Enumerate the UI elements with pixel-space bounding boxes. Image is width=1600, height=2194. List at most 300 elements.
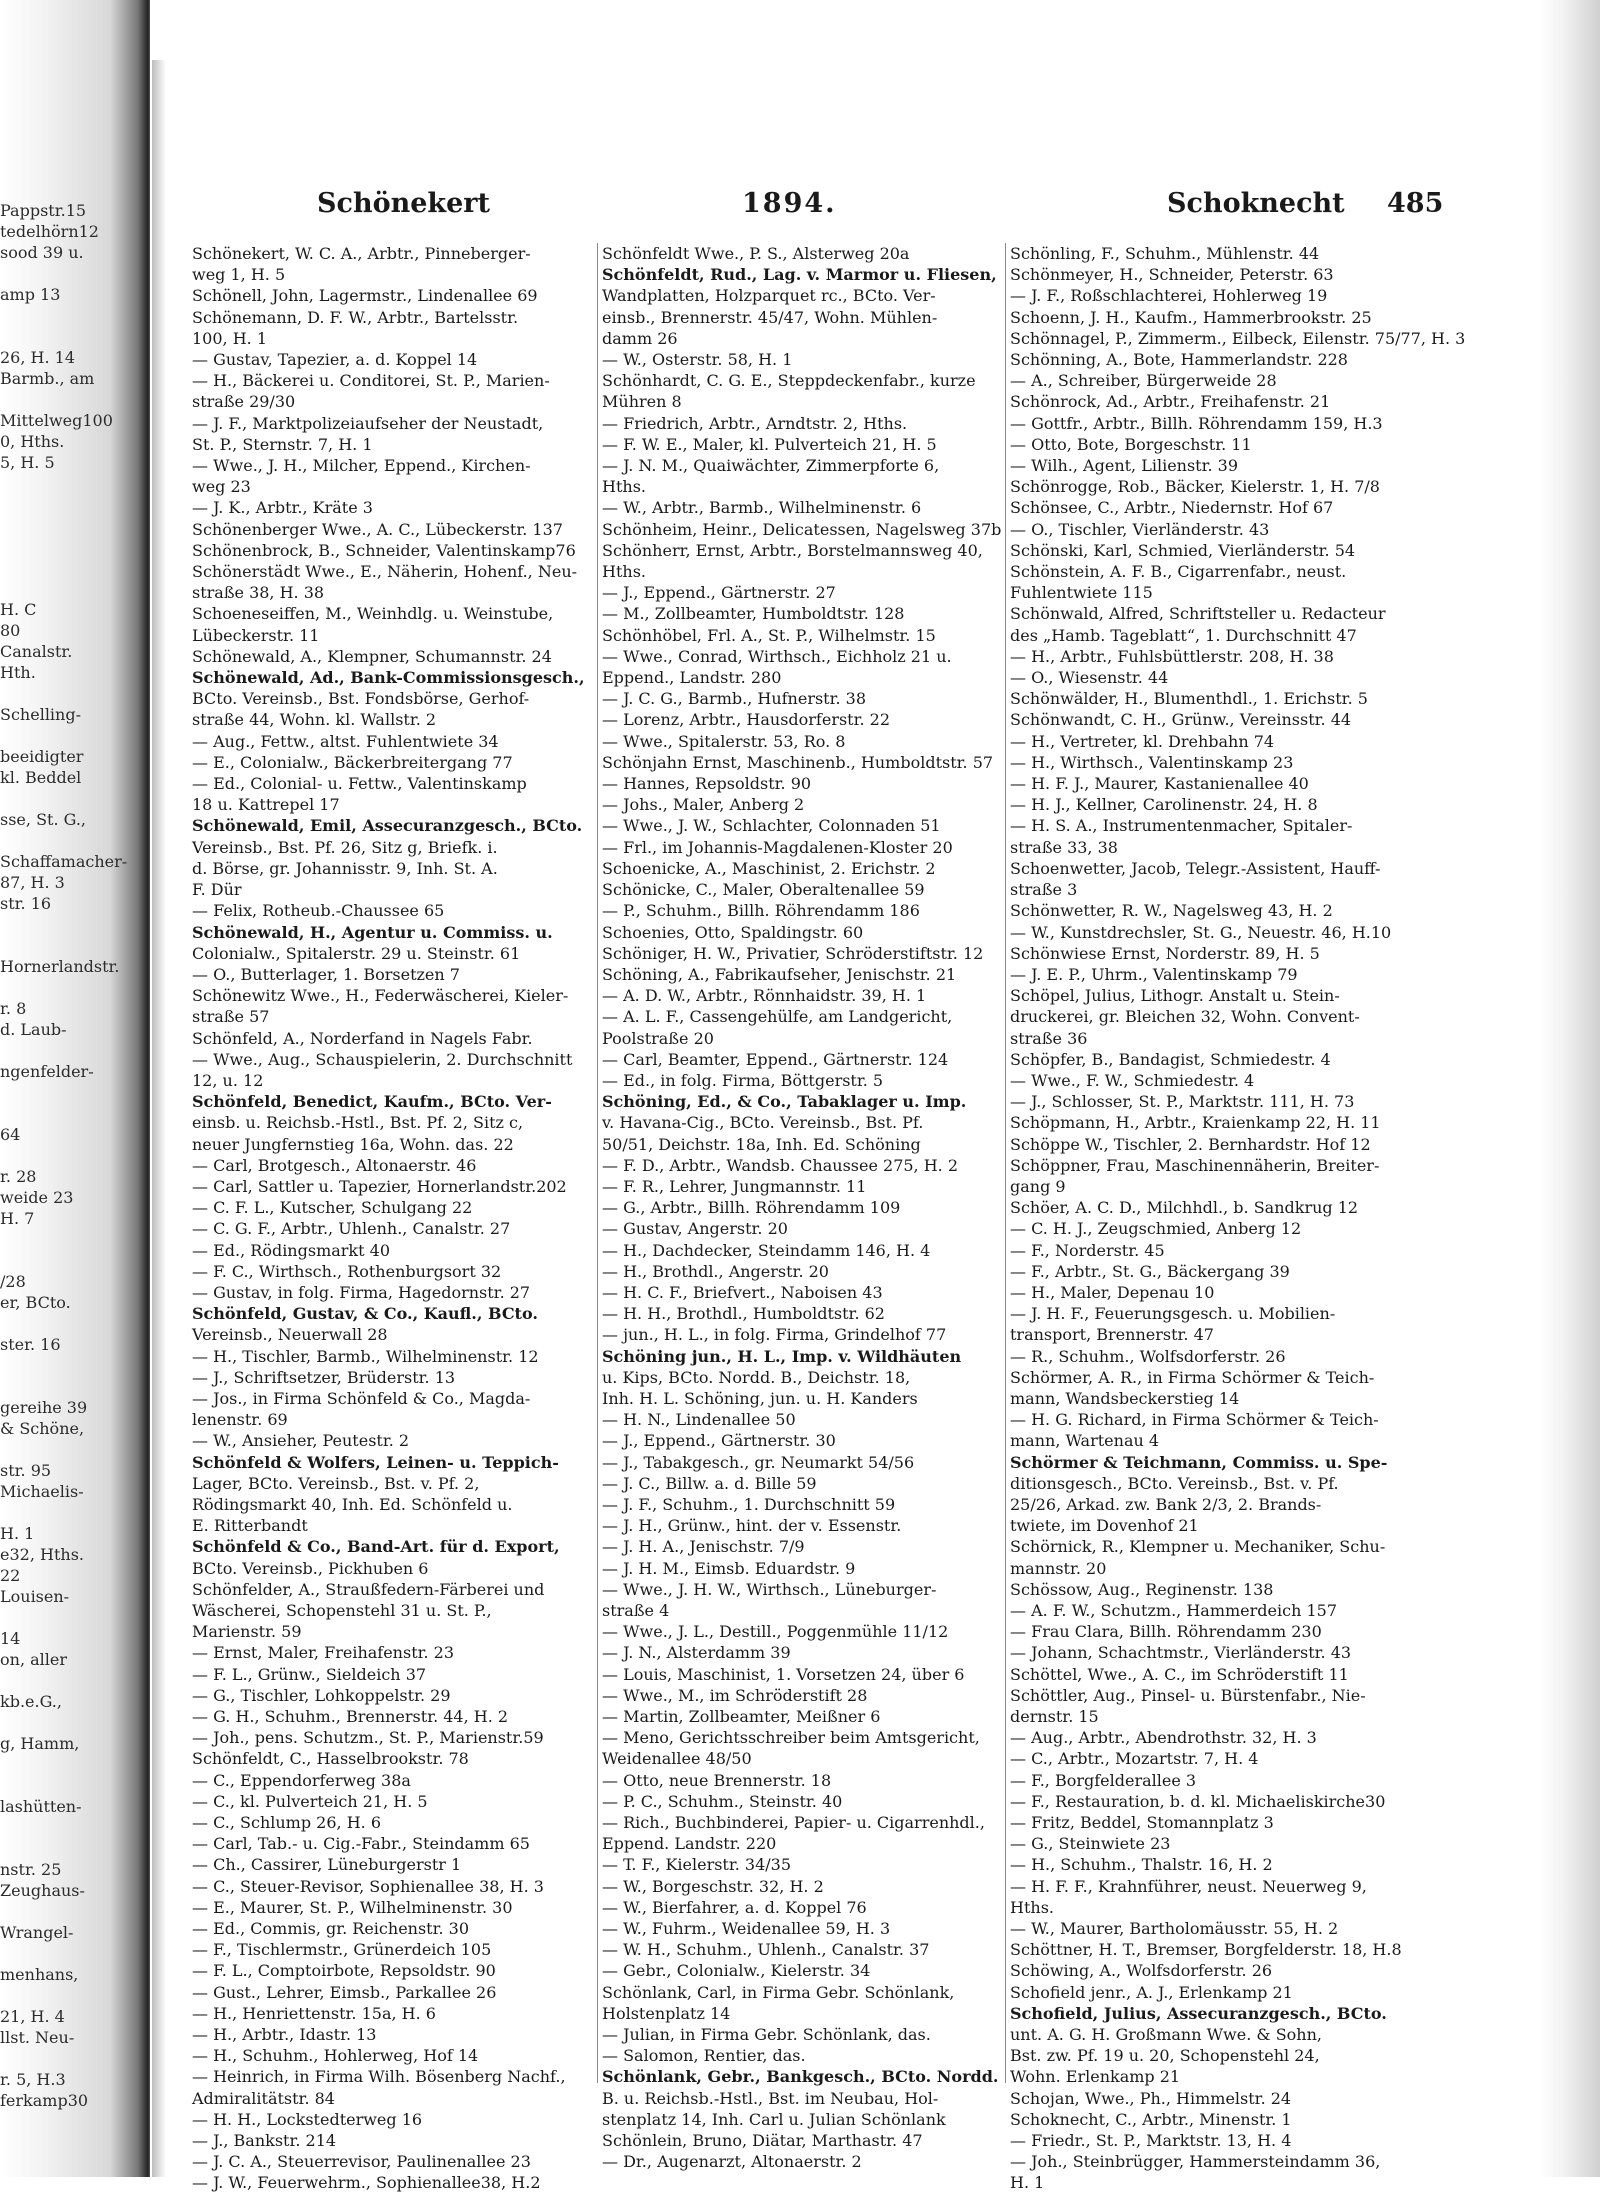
facing-page-line: weide 23 — [0, 1188, 74, 1207]
directory-entry: — J. H. F., Feuerungsgesch. u. Mobilien- — [1010, 1304, 1336, 1324]
facing-page-line — [0, 725, 130, 746]
directory-entry: Schönsee, C., Arbtr., Niedernstr. Hof 67 — [1010, 498, 1334, 518]
directory-entry: Schofield, Julius, Assecuranzgesch., BCto. — [1010, 2003, 1387, 2023]
directory-entry: — Johs., Maler, Anberg 2 — [602, 795, 805, 815]
directory-entry: Wäscherei, Schopenstehl 31 u. St. P., — [192, 1601, 492, 1620]
directory-entry: — E., Colonialw., Bäckerbreitergang 77 — [192, 752, 513, 772]
header-year: 1894. — [742, 188, 837, 219]
directory-entry: F. Dür — [192, 880, 242, 900]
facing-page-line — [0, 263, 130, 284]
directory-entry: Hths. — [602, 562, 646, 582]
directory-entry: Colonialw., Spitalerstr. 29 u. Steinstr. 61 — [192, 943, 521, 963]
directory-entry: Schöpel, Julius, Lithogr. Anstalt u. Stein- — [1010, 986, 1340, 1006]
directory-entry: — Felix, Rotheub.-Chaussee 65 — [192, 901, 445, 921]
directory-entry: weg 1, H. 5 — [192, 265, 286, 285]
directory-entry: Schönemann, D. F. W., Arbtr., Bartelsstr. — [192, 307, 519, 327]
header-last-entry: Schoknecht — [1167, 188, 1345, 219]
directory-entry: — J. N., Alsterdamm 39 — [602, 1643, 791, 1663]
directory-page — [152, 60, 1600, 2193]
directory-entry: — W., Maurer, Bartholomäusstr. 55, H. 2 — [1010, 1919, 1339, 1939]
facing-page-line: Canalstr. — [0, 642, 73, 661]
directory-entry: Schöpmann, H., Arbtr., Kraienkamp 22, H. 11 — [1010, 1113, 1381, 1133]
facing-page-line: & Schöne, — [0, 1419, 85, 1438]
directory-entry: — Wilh., Agent, Lilienstr. 39 — [1010, 456, 1239, 476]
directory-entry: — C. H. J., Zeugschmied, Anberg 12 — [1010, 1219, 1302, 1239]
facing-page-line — [0, 1943, 130, 1964]
directory-entry: — Lorenz, Arbtr., Hausdorferstr. 22 — [602, 710, 891, 730]
directory-entry: Schönwiese Ernst, Norderstr. 89, H. 5 — [1010, 943, 1320, 963]
facing-page-line: Schelling- — [0, 705, 81, 724]
directory-entry: transport, Brennerstr. 47 — [1010, 1325, 1214, 1345]
directory-entry: — J. C., Billw. a. d. Bille 59 — [602, 1473, 817, 1493]
facing-page-line: 21, H. 4 — [0, 2007, 65, 2026]
facing-page-line: Zeughaus- — [0, 1881, 85, 1900]
directory-entry: — G. H., Schuhm., Brennerstr. 44, H. 2 — [192, 1707, 509, 1727]
facing-page-line — [0, 1817, 130, 1838]
directory-entry: — H., Arbtr., Idastr. 13 — [192, 2025, 377, 2045]
directory-entry: — W., Fuhrm., Weidenallee 59, H. 3 — [602, 1919, 891, 1939]
directory-entry: — H. F. J., Maurer, Kastanienallee 40 — [1010, 774, 1309, 794]
facing-page-line: e32, Hths. — [0, 1545, 84, 1564]
directory-entry: — C., Arbtr., Mozartstr. 7, H. 4 — [1010, 1749, 1259, 1769]
directory-entry: — H., Tischler, Barmb., Wilhelminenstr. 12 — [192, 1346, 539, 1366]
directory-entry: — W., Kunstdrechsler, St. G., Neuestr. 46, H.10 — [1010, 922, 1392, 942]
facing-page-line — [0, 1712, 130, 1733]
facing-page-line: r. 5, H.3 — [0, 2070, 66, 2089]
directory-entry: — H. J., Kellner, Carolinenstr. 24, H. 8 — [1010, 795, 1318, 815]
directory-entry: Schönfeld, Benedict, Kaufm., BCto. Ver- — [192, 1092, 552, 1112]
directory-entry: — P. C., Schuhm., Steinstr. 40 — [602, 1791, 843, 1811]
directory-entry: Schönheim, Heinr., Delicatessen, Nagelsweg 37b — [602, 519, 1002, 539]
directory-entry: Hths. — [1010, 1897, 1054, 1917]
directory-entry: — Martin, Zollbeamter, Meißner 6 — [602, 1707, 881, 1727]
directory-entry: Schofield jenr., A. J., Erlenkamp 21 — [1010, 1982, 1293, 2002]
directory-entry: — F. W. E., Maler, kl. Pulverteich 21, H. 5 — [602, 434, 937, 454]
directory-entry: — H., Schuhm., Hohlerweg, Hof 14 — [192, 2046, 479, 2066]
facing-page-line — [0, 1502, 130, 1523]
directory-entry: — Meno, Gerichtsschreiber beim Amtsgericht, — [602, 1728, 980, 1748]
directory-entry: St. P., Sternstr. 7, H. 1 — [192, 434, 373, 454]
directory-entry: d. Börse, gr. Johannisstr. 9, Inh. St. A. — [192, 858, 498, 878]
directory-entry: — Ed., in folg. Firma, Böttgerstr. 5 — [602, 1070, 884, 1090]
facing-page-line — [0, 2048, 130, 2069]
directory-entry: — J. E. P., Uhrm., Valentinskamp 79 — [1010, 964, 1298, 984]
directory-entry: — F. L., Grünw., Sieldeich 37 — [192, 1664, 427, 1684]
directory-entry: — F. D., Arbtr., Wandsb. Chaussee 275, H. 2 — [602, 1155, 959, 1175]
facing-page-line — [0, 1313, 130, 1334]
directory-entry: Mühren 8 — [602, 392, 682, 412]
facing-page-line — [0, 515, 130, 536]
directory-entry: Weidenallee 48/50 — [602, 1749, 752, 1769]
directory-entry: — G., Tischler, Lohkoppelstr. 29 — [192, 1685, 451, 1705]
directory-entry: — Wwe., M., im Schröderstift 28 — [602, 1685, 868, 1705]
directory-entry: Schönski, Karl, Schmied, Vierländerstr. 54 — [1010, 540, 1356, 560]
directory-entry: Schönrock, Ad., Arbtr., Freihafenstr. 21 — [1010, 392, 1331, 412]
directory-entry: — Ed., Commis, gr. Reichenstr. 30 — [192, 1919, 470, 1939]
facing-page-line: kb.e.G., — [0, 1692, 62, 1711]
facing-page-line: Hth. — [0, 663, 36, 682]
facing-page-line: Pappstr.15 — [0, 201, 87, 220]
facing-page-line: H. C — [0, 600, 37, 619]
directory-entry: — J., Bankstr. 214 — [192, 2131, 337, 2151]
directory-entry: — Carl, Tab.- u. Cig.-Fabr., Steindamm 65 — [192, 1834, 530, 1854]
directory-entry: E. Ritterbandt — [192, 1516, 308, 1536]
directory-entry: — A., Schreiber, Bürgerweide 28 — [1010, 371, 1277, 391]
directory-entry: — F., Norderstr. 45 — [1010, 1240, 1165, 1260]
directory-entry: — H., Arbtr., Fuhlsbüttlerstr. 208, H. 38 — [1010, 646, 1334, 666]
directory-entry: — P., Schuhm., Billh. Röhrendamm 186 — [602, 901, 920, 921]
directory-entry: Schönlein, Bruno, Diätar, Marthastr. 47 — [602, 2131, 923, 2151]
directory-entry: Schönfeldt, C., Hasselbrookstr. 78 — [192, 1749, 469, 1769]
directory-entry: — Friedrich, Arbtr., Arndtstr. 2, Hths. — [602, 413, 908, 433]
directory-entry: — H., Bäckerei u. Conditorei, St. P., Marien- — [192, 371, 550, 391]
directory-entry: — F., Borgfelderallee 3 — [1010, 1770, 1197, 1790]
directory-entry: — Joh., pens. Schutzm., St. P., Marienstr.59 — [192, 1728, 544, 1748]
directory-entry: Schönewald, Ad., Bank-Commissionsgesch., — [192, 668, 585, 688]
facing-page-line: 80 — [0, 621, 21, 640]
directory-entry: straße 44, Wohn. kl. Wallstr. 2 — [192, 710, 437, 730]
directory-entry: Hths. — [602, 477, 646, 497]
directory-entry: Schönell, John, Lagermstr., Lindenallee 69 — [192, 286, 538, 306]
directory-entry: — C. G. F., Arbtr., Uhlenh., Canalstr. 27 — [192, 1219, 511, 1239]
directory-entry: — Gustav, Angerstr. 20 — [602, 1219, 788, 1239]
facing-page-line: Schaffamacher- — [0, 852, 128, 871]
page-header — [152, 188, 1600, 228]
facing-page-line: Wrangel- — [0, 1923, 74, 1942]
directory-entry: — J. H. A., Jenischstr. 7/9 — [602, 1537, 805, 1557]
directory-entry: Schoknecht, C., Arbtr., Minenstr. 1 — [1010, 2109, 1292, 2129]
directory-entry: — H., Schuhm., Thalstr. 16, H. 2 — [1010, 1855, 1273, 1875]
directory-entry: straße 29/30 — [192, 392, 296, 412]
facing-page-line: d. Laub- — [0, 1020, 67, 1039]
facing-page-line: 14 — [0, 1629, 21, 1648]
directory-entry: einsb. u. Reichsb.-Hstl., Bst. Pf. 2, Sitz c, — [192, 1113, 524, 1133]
directory-entry: Schöttler, Aug., Pinsel- u. Bürstenfabr., Nie- — [1010, 1685, 1366, 1705]
directory-entry: — F. R., Lehrer, Jungmannstr. 11 — [602, 1176, 867, 1196]
directory-entry: — Hannes, Repsoldstr. 90 — [602, 774, 812, 794]
facing-page-line — [0, 1607, 130, 1628]
directory-entry: Schönfeld, A., Norderfand in Nagels Fabr. — [192, 1028, 533, 1048]
directory-entry: Lager, BCto. Vereinsb., Bst. v. Pf. 2, — [192, 1473, 480, 1493]
facing-page-line: 22 — [0, 1566, 21, 1585]
directory-entry: — J. K., Arbtr., Kräte 3 — [192, 498, 373, 518]
directory-entry: straße 38, H. 38 — [192, 583, 325, 603]
directory-entry: — Frl., im Johannis-Magdalenen-Kloster 20 — [602, 837, 953, 857]
facing-page-line: on, aller — [0, 1650, 67, 1669]
directory-entry: — H. S. A., Instrumentenmacher, Spitaler- — [1010, 816, 1353, 836]
directory-entry: einsb., Brennerstr. 45/47, Wohn. Mühlen- — [602, 307, 938, 327]
facing-page-line: kl. Beddel — [0, 768, 82, 787]
facing-page-line: 64 — [0, 1125, 21, 1144]
facing-page-line — [0, 1376, 130, 1397]
directory-entry: — H., Wirthsch., Valentinskamp 23 — [1010, 752, 1294, 772]
facing-page-line — [0, 1103, 130, 1124]
directory-entry: — J. N. M., Quaiwächter, Zimmerpforte 6, — [602, 456, 940, 476]
facing-page-line: gereihe 39 — [0, 1398, 88, 1417]
directory-entry: — Gottfr., Arbtr., Billh. Röhrendamm 159, H.3 — [1010, 413, 1383, 433]
directory-entry: 50/51, Deichstr. 18a, Inh. Ed. Schöning — [602, 1134, 921, 1154]
directory-entry: — Carl, Sattler u. Tapezier, Hornerlandstr.202 — [192, 1176, 567, 1196]
directory-entry: — Jos., in Firma Schönfeld & Co., Magda- — [192, 1388, 531, 1408]
facing-page-line: r. 28 — [0, 1167, 37, 1186]
directory-entry: — A. D. W., Arbtr., Rönnhaidstr. 39, H. 1 — [602, 986, 927, 1006]
directory-entry: Schönjahn Ernst, Maschinenb., Humboldtstr. 57 — [602, 752, 994, 772]
directory-entry: Schönwälder, H., Blumenthdl., 1. Erichstr. 5 — [1010, 689, 1368, 709]
directory-entry: — Gustav, in folg. Firma, Hagedornstr. 27 — [192, 1282, 531, 1302]
directory-entry: Wohn. Erlenkamp 21 — [1010, 2067, 1181, 2087]
directory-entry: — H., Brothdl., Angerstr. 20 — [602, 1261, 829, 1281]
facing-page-line — [0, 1439, 130, 1460]
directory-entry: Schönwandt, C. H., Grünw., Vereinsstr. 44 — [1010, 710, 1352, 730]
facing-page-line — [0, 683, 130, 704]
directory-entry: — Wwe., J. W., Schlachter, Colonnaden 51 — [602, 816, 941, 836]
directory-entry: — H. F. F., Krahnführer, neust. Neuerweg 9, — [1010, 1876, 1367, 1896]
facing-page-line: sse, St. G., — [0, 810, 87, 829]
directory-entry: Schönmeyer, H., Schneider, Peterstr. 63 — [1010, 265, 1334, 285]
directory-entry: Admiralitätstr. 84 — [192, 2088, 335, 2108]
directory-entry: — Wwe., J. H., Milcher, Eppend., Kirchen- — [192, 456, 531, 476]
directory-entry: — J., Schriftsetzer, Brüderstr. 13 — [192, 1367, 456, 1387]
directory-entry: — H., Vertreter, kl. Drehbahn 74 — [1010, 731, 1275, 751]
directory-entry: mann, Wandsbeckerstieg 14 — [1010, 1388, 1240, 1408]
facing-page-line — [0, 473, 130, 494]
directory-entry: — E., Maurer, St. P., Wilhelminenstr. 30 — [192, 1897, 513, 1917]
page-number: 485 — [1387, 188, 1444, 219]
directory-entry: Schoenwetter, Jacob, Telegr.-Assistent, Hauff- — [1010, 858, 1381, 878]
facing-page-line: H. 1 — [0, 1524, 35, 1543]
directory-entry: Eppend. Landstr. 220 — [602, 1834, 777, 1854]
directory-entry: — G., Arbtr., Billh. Röhrendamm 109 — [602, 1198, 901, 1218]
facing-page-line: nstr. 25 — [0, 1860, 62, 1879]
directory-entry: Schönwald, Alfred, Schriftsteller u. Redacteur — [1010, 604, 1386, 624]
directory-entry: — W., Osterstr. 58, H. 1 — [602, 350, 793, 370]
directory-entry: Schörnick, R., Klempner u. Mechaniker, Schu- — [1010, 1537, 1386, 1557]
facing-page-line: g, Hamm, — [0, 1734, 80, 1753]
facing-page-line: /28 — [0, 1272, 26, 1291]
directory-entry: Schöer, A. C. D., Milchhdl., b. Sandkrug 12 — [1010, 1198, 1359, 1218]
facing-page-line — [0, 1250, 130, 1271]
directory-entry: — Frau Clara, Billh. Röhrendamm 230 — [1010, 1622, 1322, 1642]
directory-entry: weg 23 — [192, 477, 251, 497]
facing-page-line — [0, 788, 130, 809]
directory-entry: Schöttner, H. T., Bremser, Borgfelderstr. 18, H.8 — [1010, 1940, 1402, 1960]
directory-entry: — O., Butterlager, 1. Borsetzen 7 — [192, 964, 460, 984]
directory-entry: Holstenplatz 14 — [602, 2003, 731, 2023]
directory-entry: Schoenies, Otto, Spaldingstr. 60 — [602, 922, 864, 942]
facing-page-line — [0, 914, 130, 935]
directory-entry: — Wwe., Aug., Schauspielerin, 2. Durchschnitt — [192, 1049, 573, 1069]
directory-entry: — O., Tischler, Vierländerstr. 43 — [1010, 519, 1270, 539]
directory-entry: Schönfeldt, Rud., Lag. v. Marmor u. Fliesen, — [602, 265, 997, 285]
facing-page-line: str. 16 — [0, 894, 52, 913]
directory-entry: — J. F., Schuhm., 1. Durchschnitt 59 — [602, 1494, 896, 1514]
directory-entry: — F. C., Wirthsch., Rothenburgsort 32 — [192, 1261, 502, 1281]
directory-entry: Schoeneseiffen, M., Weinhdlg. u. Weinstube, — [192, 604, 554, 624]
directory-entry: Schönning, A., Bote, Hammerlandstr. 228 — [1010, 350, 1348, 370]
facing-page-line — [0, 578, 130, 599]
directory-entry: Schöwing, A., Wolfsdorferstr. 26 — [1010, 1961, 1273, 1981]
facing-page-line: Mittelweg100 — [0, 411, 113, 430]
directory-entry: — Dr., Augenarzt, Altonaerstr. 2 — [602, 2152, 862, 2172]
directory-entry: — jun., H. L., in folg. Firma, Grindelhof 77 — [602, 1325, 947, 1345]
facing-page-line — [0, 1754, 130, 1775]
directory-entry: — Carl, Beamter, Eppend., Gärtnerstr. 124 — [602, 1049, 949, 1069]
directory-entry: — Louis, Maschinist, 1. Vorsetzen 24, über 6 — [602, 1664, 965, 1684]
facing-page-line — [0, 305, 130, 326]
directory-entry: Schönstein, A. F. B., Cigarrenfabr., neust. — [1010, 562, 1347, 582]
directory-entry: Schörmer & Teichmann, Commiss. u. Spe- — [1010, 1452, 1388, 1472]
directory-entry: Schönnagel, P., Zimmerm., Eilbeck, Eilenstr. 75/77, H. 3 — [1010, 328, 1466, 348]
facing-page-line: Barmb., am — [0, 369, 95, 388]
facing-page-line: 0, Hths. — [0, 432, 65, 451]
directory-entry: — Joh., Steinbrügger, Hammersteindamm 36, — [1010, 2152, 1381, 2172]
directory-entry: — Wwe., F. W., Schmiedestr. 4 — [1010, 1070, 1255, 1090]
directory-entry: — H. C. F., Briefvert., Naboisen 43 — [602, 1282, 883, 1302]
directory-entry: — C., Schlump 26, H. 6 — [192, 1813, 381, 1833]
facing-page-line: Hornerlandstr. — [0, 957, 120, 976]
directory-entry: Schöning jun., H. L., Imp. v. Wildhäuten — [602, 1346, 962, 1366]
column-1 — [192, 243, 624, 2193]
directory-entry: Schönewitz Wwe., H., Federwäscherei, Kieler- — [192, 986, 569, 1006]
directory-entry: — Friedr., St. P., Marktstr. 13, H. 4 — [1010, 2131, 1292, 2151]
directory-entry: — W., Arbtr., Barmb., Wilhelminenstr. 6 — [602, 498, 922, 518]
directory-entry: — J., Eppend., Gärtnerstr. 30 — [602, 1431, 836, 1451]
directory-entry: straße 36 — [1010, 1028, 1088, 1048]
directory-entry: Inh. H. L. Schöning, jun. u. H. Kanders — [602, 1388, 918, 1408]
facing-page-line — [0, 1775, 130, 1796]
directory-entry: Fuhlentwiete 115 — [1010, 583, 1153, 603]
directory-entry: — Ed., Colonial- u. Fettw., Valentinskamp — [192, 774, 527, 794]
facing-page-line: llst. Neu- — [0, 2028, 75, 2047]
column-3 — [1010, 243, 1466, 2193]
directory-entry: — H. H., Lockstedterweg 16 — [192, 2109, 423, 2129]
directory-entry: Schojan, Wwe., Ph., Himmelstr. 24 — [1010, 2088, 1292, 2108]
directory-entry: — C., Eppendorferweg 38a — [192, 1770, 411, 1790]
directory-entry: unt. A. G. H. Großmann Wwe. & Sohn, — [1010, 2025, 1322, 2045]
facing-page-line — [0, 1901, 130, 1922]
directory-entry: 12, u. 12 — [192, 1070, 264, 1090]
directory-entry: — Wwe., Conrad, Wirthsch., Eichholz 21 u. — [602, 646, 952, 666]
facing-page-line: menhans, — [0, 1965, 79, 1984]
directory-entry: Schönekert, W. C. A., Arbtr., Pinneberger- — [192, 244, 531, 263]
directory-entry: — Ed., Rödingsmarkt 40 — [192, 1240, 390, 1260]
directory-entry: Schönenberger Wwe., A. C., Lübeckerstr. 137 — [192, 519, 563, 539]
directory-entry: — Gebr., Colonialw., Kielerstr. 34 — [602, 1961, 871, 1981]
directory-entry: Schönfeld, Gustav, & Co., Kaufl., BCto. — [192, 1304, 538, 1324]
directory-entry: — J. W., Feuerwehrm., Sophienallee38, H.2 — [192, 2173, 541, 2193]
directory-entry: — Wwe., J. L., Destill., Poggenmühle 11/12 — [602, 1622, 949, 1642]
directory-entry: — Carl, Brotgesch., Altonaerstr. 46 — [192, 1155, 477, 1175]
facing-page-line: Louisen- — [0, 1587, 70, 1606]
directory-entry: Schönhardt, C. G. E., Steppdeckenfabr., kurze — [602, 371, 976, 391]
directory-entry: — Julian, in Firma Gebr. Schönlank, das. — [602, 2025, 931, 2045]
directory-entry: straße 4 — [602, 1601, 670, 1620]
directory-entry: — Rich., Buchbinderei, Papier- u. Cigarrenhdl., — [602, 1813, 985, 1833]
directory-entry: — C. F. L., Kutscher, Schulgang 22 — [192, 1198, 473, 1218]
directory-entry: — A. F. W., Schutzm., Hammerdeich 157 — [1010, 1601, 1337, 1620]
directory-entry: — C., kl. Pulverteich 21, H. 5 — [192, 1791, 428, 1811]
directory-entry: Rödingsmarkt 40, Inh. Ed. Schönfeld u. — [192, 1494, 513, 1514]
directory-entry: — Wwe., J. H. W., Wirthsch., Lüneburger- — [602, 1579, 937, 1599]
directory-entry: stenplatz 14, Inh. Carl u. Julian Schönlank — [602, 2109, 946, 2129]
facing-page-line: tedelhörn12 — [0, 222, 99, 241]
directory-entry: — J. H., Grünw., hint. der v. Essenstr. — [602, 1516, 902, 1536]
facing-page-line — [0, 1040, 130, 1061]
facing-page-line — [0, 494, 130, 515]
directory-entry: mannstr. 20 — [1010, 1558, 1107, 1578]
directory-entry: — G., Steinwiete 23 — [1010, 1834, 1171, 1854]
directory-entry: Schönfelder, A., Straußfedern-Färberei und — [192, 1579, 545, 1599]
directory-entry: — O., Wiesenstr. 44 — [1010, 668, 1169, 688]
directory-entry: — Otto, neue Brennerstr. 18 — [602, 1770, 832, 1790]
facing-page-line — [0, 830, 130, 851]
directory-entry: — J. C. A., Steuerrevisor, Paulinenallee 23 — [192, 2152, 531, 2172]
facing-page-line — [0, 977, 130, 998]
directory-entry: Schönewald, H., Agentur u. Commiss. u. — [192, 922, 553, 942]
facing-page-line: amp 13 — [0, 285, 61, 304]
directory-entry: Schöning, A., Fabrikaufseher, Jenischstr. 21 — [602, 964, 957, 984]
directory-entry: Schöppner, Frau, Maschinennäherin, Breiter- — [1010, 1155, 1380, 1175]
facing-page-line: r. 8 — [0, 999, 27, 1018]
directory-entry: — Aug., Fettw., altst. Fuhlentwiete 34 — [192, 731, 499, 751]
directory-entry: Schönhöbel, Frl. A., St. P., Wilhelmstr. 15 — [602, 625, 936, 645]
directory-entry: Schönewald, A., Klempner, Schumannstr. 24 — [192, 646, 552, 666]
directory-entry: Vereinsb., Bst. Pf. 26, Sitz g, Briefk. i. — [192, 837, 498, 857]
directory-entry: — F., Restauration, b. d. kl. Michaeliskirche30 — [1010, 1791, 1386, 1811]
directory-entry: Schönfeld & Wolfers, Leinen- u. Teppich- — [192, 1452, 559, 1472]
directory-entry: — Otto, Bote, Borgeschstr. 11 — [1010, 434, 1252, 454]
facing-page-line — [0, 1229, 130, 1250]
directory-entry: — H. H., Brothdl., Humboldtstr. 62 — [602, 1304, 885, 1324]
directory-entry: Schörmer, A. R., in Firma Schörmer & Teich- — [1010, 1367, 1375, 1387]
directory-entry: Schönlank, Gebr., Bankgesch., BCto. Nordd. — [602, 2067, 999, 2087]
directory-entry: Vereinsb., Neuerwall 28 — [192, 1325, 388, 1345]
directory-entry: dernstr. 15 — [1010, 1707, 1099, 1727]
directory-entry: — J. C. G., Barmb., Hufnerstr. 38 — [602, 689, 867, 709]
directory-entry: — Wwe., Spitalerstr. 53, Ro. 8 — [602, 731, 846, 751]
directory-entry: 25/26, Arkad. zw. Bank 2/3, 2. Brands- — [1010, 1494, 1322, 1514]
directory-entry: — J. F., Marktpolizeiaufseher der Neustadt, — [192, 413, 544, 433]
facing-page-line — [0, 1355, 130, 1376]
directory-entry: Wandplatten, Holzparquet rc., BCto. Ver- — [602, 286, 936, 306]
directory-entry: BCto. Vereinsb., Bst. Fondsbörse, Gerhof- — [192, 689, 530, 709]
directory-entry: neuer Jungfernstieg 16a, Wohn. das. 22 — [192, 1134, 514, 1154]
facing-page-line — [0, 389, 130, 410]
facing-page-line: 26, H. 14 — [0, 348, 76, 367]
directory-entry: des „Hamb. Tageblatt“, 1. Durchschnitt 47 — [1010, 625, 1357, 645]
directory-entry: — H., Maler, Depenau 10 — [1010, 1282, 1215, 1302]
directory-entry: 100, H. 1 — [192, 328, 268, 348]
directory-entry: B. u. Reichsb.-Hstl., Bst. im Neubau, Hol- — [602, 2088, 939, 2108]
directory-entry: — Aug., Arbtr., Abendrothstr. 32, H. 3 — [1010, 1728, 1317, 1748]
directory-entry: — Gust., Lehrer, Eimsb., Parkallee 26 — [192, 1982, 497, 2002]
directory-entry: mann, Wartenau 4 — [1010, 1431, 1160, 1451]
directory-entry: — J., Schlosser, St. P., Marktstr. 111, H. 73 — [1010, 1092, 1355, 1112]
directory-entry: Schönfeld & Co., Band-Art. für d. Export, — [192, 1537, 560, 1557]
directory-entry: — J., Tabakgesch., gr. Neumarkt 54/56 — [602, 1452, 915, 1472]
directory-entry: lenenstr. 69 — [192, 1410, 288, 1430]
directory-entry: — A. L. F., Cassengehülfe, am Landgericht, — [602, 1007, 953, 1027]
directory-entry: Schönewald, Emil, Assecuranzgesch., BCto. — [192, 816, 583, 836]
directory-entry: straße 3 — [1010, 880, 1078, 900]
directory-entry: v. Havana-Cig., BCto. Vereinsb., Bst. Pf. — [602, 1113, 924, 1133]
directory-entry: H. 1 — [1010, 2173, 1045, 2193]
facing-page-line: ferkamp30 — [0, 2091, 89, 2110]
directory-entry: Schönfeldt Wwe., P. S., Alsterweg 20a — [602, 244, 910, 263]
facing-page-line — [0, 326, 130, 347]
directory-entry: — W., Bierfahrer, a. d. Koppel 76 — [602, 1897, 867, 1917]
directory-entry: Schössow, Aug., Reginenstr. 138 — [1010, 1579, 1274, 1599]
